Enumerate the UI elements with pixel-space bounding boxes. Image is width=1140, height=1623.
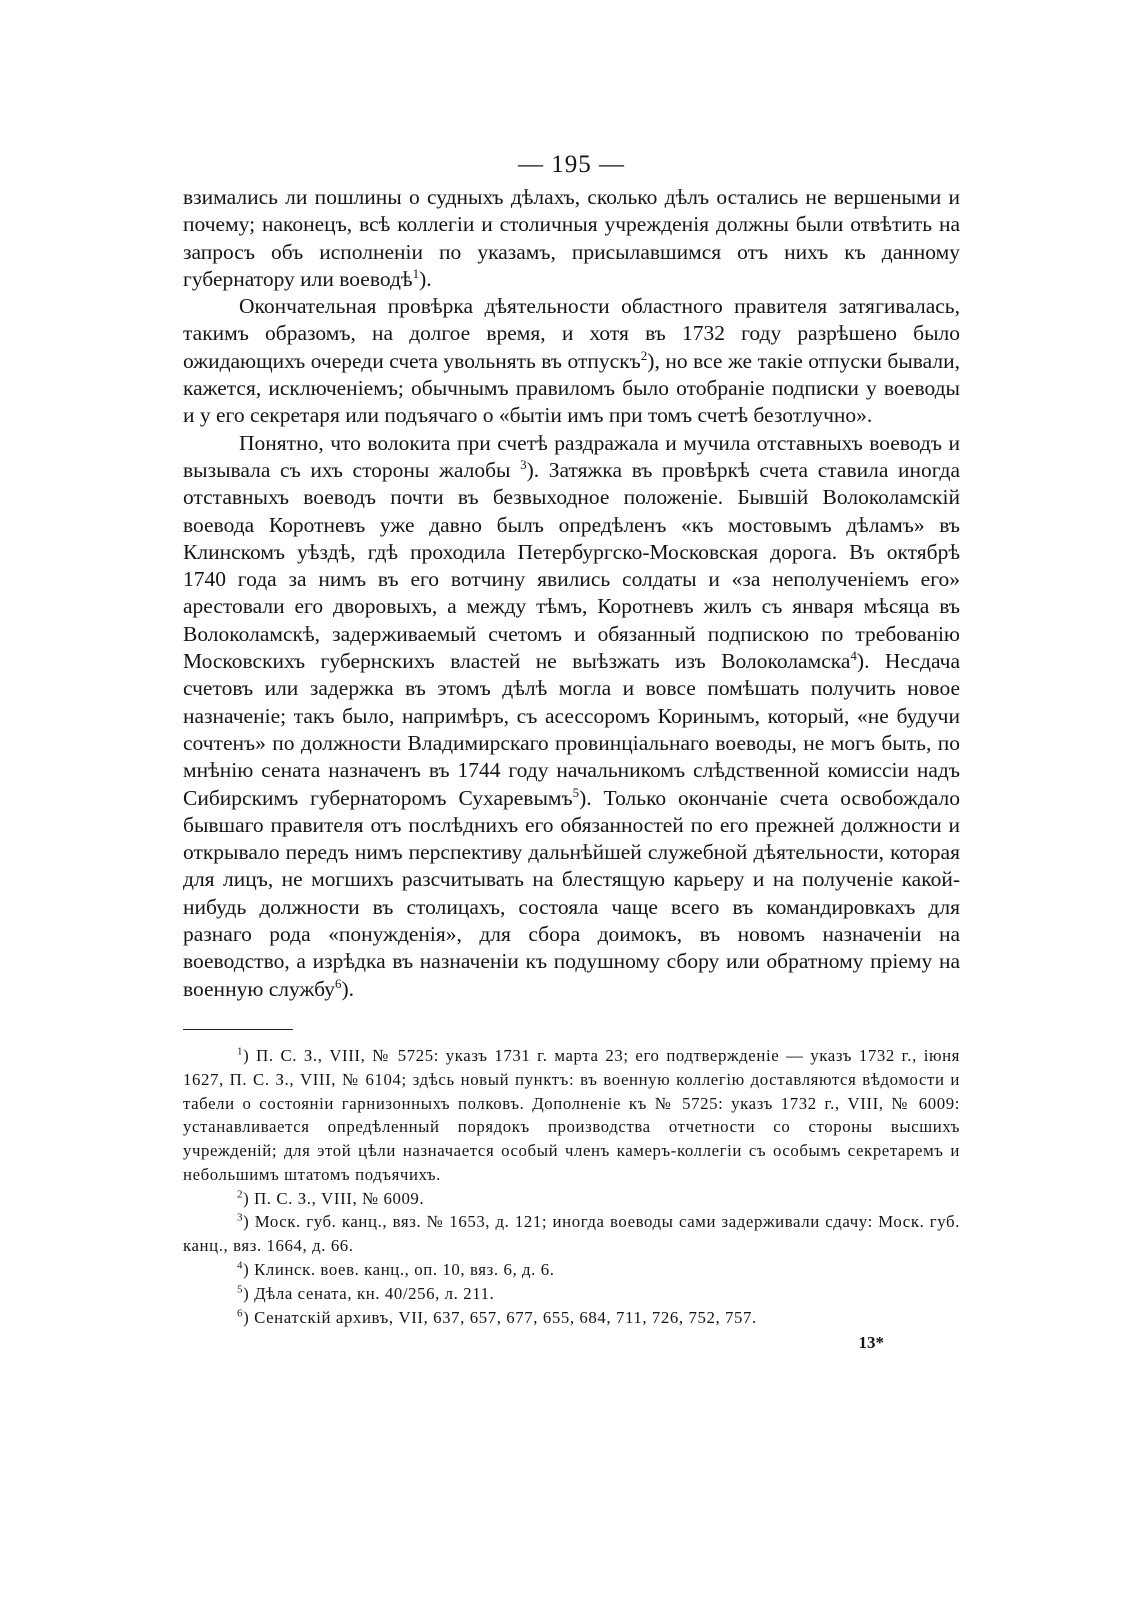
document-page [183, 150, 960, 1355]
footnote [183, 1306, 960, 1330]
text-run: Окончательная провѣрка дѣятельности областного правителя затягивалась, такимъ образомъ, на долгое время, и хотя въ 1732 году разрѣшено было ожидающихъ очереди счета увольнять въ отпускъ [183, 294, 960, 373]
footnote [183, 1187, 960, 1211]
paragraph [183, 184, 960, 293]
footnote-text: ) П. С. З., VIII, № 6009. [243, 1188, 425, 1208]
footnote-divider [183, 1029, 293, 1030]
footnote-text: ) Дѣла сената, кн. 40/256, л. 211. [243, 1283, 495, 1303]
footnote-text: ) П. С. З., VIII, № 5725: указъ 1731 г. марта 23; его подтвержденіе — указъ 1732 г., іюня 1627, П. С. З., VIII, № 6104; здѣсь новый пунктъ: въ военную коллегію доставляются вѣдомости и табели о состояніи гарнизонныхъ полковъ. Дополненіе къ № 5725: указъ 1732 г., VIII, № 6009: устанавливается опредѣленный порядокъ производства отчетности со стороны высшихъ учрежденій; для этой цѣли назначается особый членъ камеръ-коллегіи съ особымъ секретаремъ и небольшимъ штатомъ подъячихъ. [183, 1045, 960, 1184]
footnote-reference: 5 [572, 784, 580, 800]
footnote-marker: 1 [237, 1045, 244, 1058]
footnote-marker: 4 [237, 1259, 244, 1272]
footnote [183, 1282, 960, 1306]
text-run: Понятно, что волокита при счетѣ раздражала и мучила отставныхъ воеводъ и вызывала съ ихъ стороны жалобы [183, 430, 960, 482]
footnote [183, 1258, 960, 1282]
footnote-marker: 6 [237, 1307, 244, 1320]
footnote-reference: 1 [412, 265, 420, 281]
footnote [183, 1044, 960, 1187]
footnote [183, 1210, 960, 1258]
footnote-text: ) Сенатскій архивъ, VII, 637, 657, 677, 655, 684, 711, 726, 752, 757. [243, 1307, 757, 1327]
text-run: ), но все же такіе отпуски бывали, кажется, исключеніемъ; обычнымъ правиломъ было отобраніе подписки у воеводы и у его секретаря или подъячаго о «бытіи имъ при томъ счетѣ безотлучно». [183, 348, 960, 428]
main-text [183, 184, 960, 1003]
footnote-reference: 3 [520, 456, 527, 472]
footnote-marker: 5 [237, 1283, 244, 1296]
footnote-marker: 3 [237, 1211, 244, 1224]
paragraph [183, 430, 960, 1003]
paragraph [183, 293, 960, 429]
footnote-reference: 4 [850, 647, 857, 663]
footnote-reference: 6 [334, 975, 342, 991]
footnote-text: ) Моск. губ. канц., вяз. № 1653, д. 121; иногда воеводы сами задерживали сдачу: Моск. губ. канц., вяз. 1664, д. 66. [183, 1212, 960, 1256]
text-run: ). [341, 976, 354, 1001]
footnotes [183, 1044, 960, 1330]
footnote-marker: 2 [237, 1188, 244, 1201]
text-run: ). [419, 266, 432, 291]
text-run: ). Затяжка въ провѣркѣ счета ставила иногда отставныхъ воеводъ почти въ безвыходное положеніе. Бывшій Волоколамскій воевода Коротневъ уже давно былъ опредѣленъ «къ мостовымъ дѣламъ» въ Клинскомъ уѣздѣ, гдѣ проходила Петербургско-Московская дорога. Въ октябрѣ 1740 года за нимъ въ его вотчину явились солдаты и «за неполученіемъ его» арестовали его дворовыхъ, а между тѣмъ, Коротневъ жилъ съ января мѣсяца въ Волоколамскѣ, задерживаемый счетомъ и обязанный подпискою по требованію Московскихъ губернскихъ властей не выѣзжать изъ Волоколамска [183, 457, 960, 674]
text-run: взимались ли пошлины о судныхъ дѣлахъ, сколько дѣлъ остались не вершеными и почему; наконецъ, всѣ коллегіи и столичныя учрежденія должны были отвѣтить на запросъ объ исполненіи по указамъ, присылавшимся отъ нихъ къ данному губернатору или воеводѣ [183, 185, 960, 291]
signature-mark: 13* [858, 1333, 884, 1353]
page-number: — 195 — [518, 151, 625, 178]
text-run: ). Только окончаніе счета освобождало бывшаго правителя отъ послѣднихъ его обязанностей по его прежней должности и открывало передъ нимъ перспективу дальнѣйшей служебной дѣятельности, которая для лицъ, не могшихъ разсчитывать на блестящую карьеру и на полученіе какой-нибудь должности въ столицахъ, состояла чаще всего въ командировкахъ для разнаго рода «понужденія», для сбора доимокъ, въ новомъ назначеніи на воеводство, а изрѣдка въ назначеніи къ подушному сбору или обратному пріему на военную службу [183, 785, 960, 1001]
text-run: ). Несдача счетовъ или задержка въ этомъ дѣлѣ могла и вовсе помѣшать получить новое назначеніе; такъ было, напримѣръ, съ асессоромъ Коринымъ, который, «не будучи сочтенъ» по должности Владимирскаго провинціальнаго воеводы, не могъ быть, по мнѣнію сената назначенъ въ 1744 году начальникомъ слѣдственной комиссіи надъ Сибирскимъ губернаторомъ Сухаревымъ [183, 649, 960, 810]
footnote-text: ) Клинск. воев. канц., оп. 10, вяз. 6, д. 6. [243, 1260, 555, 1280]
footnote-reference: 2 [640, 347, 648, 363]
